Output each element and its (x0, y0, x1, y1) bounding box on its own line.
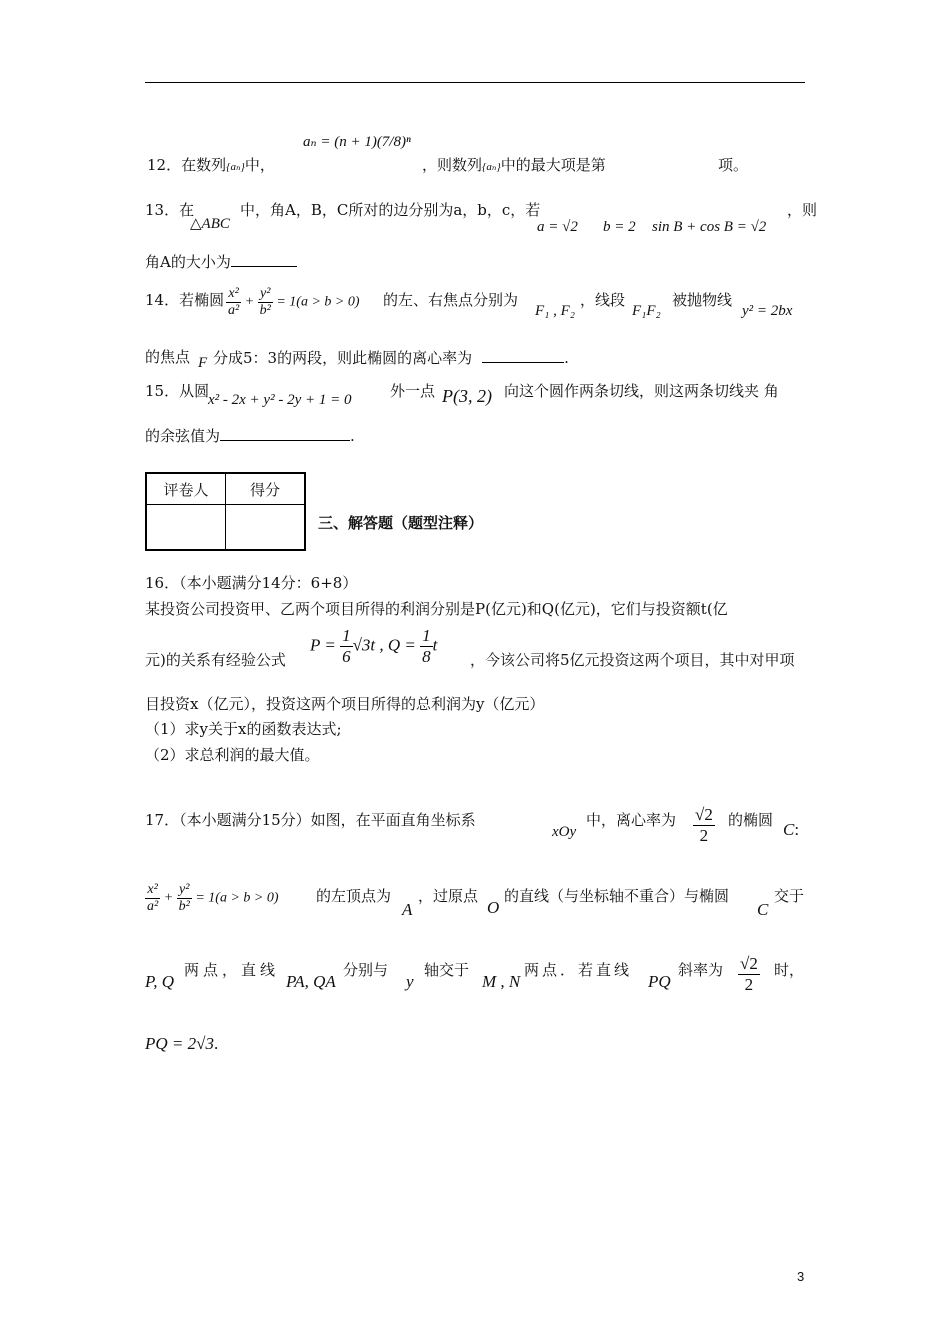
section-3-title: 三、解答题（题型注释） (318, 514, 484, 532)
q17-text9: 轴交于 (424, 961, 470, 979)
q17-ellipse: $\frac{\text{x²}}{\text{a²}}$ + $\frac{\text{y²}}{\text{b²}}$ = 1(a > b > 0) (147, 882, 279, 914)
q15-answer-blank (220, 428, 350, 441)
q17-ellipse-rhs: = 1(a > b > 0) (195, 890, 279, 906)
q17-ecc (693, 805, 715, 846)
q17-text8: 分别与 (343, 961, 389, 979)
q15-circle: x² - 2x + y² - 2y + 1 = 0 (208, 392, 352, 408)
q14-text2: ，线段 (580, 291, 626, 309)
q17-curve (783, 820, 799, 840)
q12-seq2: {aₙ} (482, 161, 501, 173)
q15-text1: 外一点 (390, 382, 436, 400)
q15-line2-end: . (350, 427, 355, 445)
q12-suffix: 中的最大项是第 (500, 156, 606, 174)
q17-ellipse-num2: y² (177, 882, 192, 899)
q17-text11: 斜率为 (678, 961, 724, 979)
q17-slope-den: 2 (744, 975, 754, 994)
q14-segment: F₁F₂ (632, 303, 661, 319)
q17-PQ2: PQ (648, 972, 671, 991)
q13-end: ，则 (787, 201, 818, 219)
q13-cond1: a = √2 (537, 219, 578, 235)
q17-last-eq: PQ = 2√3 (145, 1034, 214, 1053)
q17-colon: : (794, 820, 800, 839)
question-13 (145, 203, 194, 218)
q14-line2-end: . (564, 349, 569, 367)
q17-ellipse-den2: b² (178, 899, 190, 914)
q16-formula-p: P = (310, 635, 341, 655)
q15-text2: 向这个圆作两条切线，则这两条切线夹 角 (504, 382, 779, 400)
q17-PAQA: PA, QA (286, 972, 336, 991)
q15-line2-text: 的余弦值为 (145, 427, 221, 445)
question-14: 14．若椭圆 (145, 291, 225, 309)
q12-end: 项。 (718, 156, 749, 174)
q12-formula: aₙ = (n + 1)(7/8)ⁿ (303, 134, 411, 150)
q17-text1: 中，离心率为 (586, 811, 677, 829)
question-15: 15．从圆 (145, 382, 210, 400)
q14-answer-blank (482, 350, 564, 363)
q17-PQ: P, Q (145, 972, 174, 991)
q14-parabola: y² = 2bx (742, 303, 793, 319)
q16-frac1-den: 6 (342, 647, 351, 666)
grade-table-header-score: 得分 (226, 473, 306, 505)
q12-rest (422, 158, 606, 173)
q14-line2 (145, 350, 190, 365)
q17-y: y (406, 972, 414, 991)
question-12 (147, 158, 275, 173)
q12-prefix: 12．在数列 (147, 156, 227, 174)
q14-ellipse-num2: y² (258, 286, 273, 303)
q13-triangle: △ABC (190, 216, 230, 232)
q16-part1: （1）求y关于x的函数表达式; (145, 720, 342, 738)
q17-text6: 交于 (774, 887, 805, 905)
q14-text1: 的左、右焦点分别为 (383, 291, 519, 309)
q17-text7: 两点，直线 (184, 961, 280, 979)
q12-mid2: ，则数列 (422, 156, 483, 174)
q14-ellipse-den2: b² (259, 303, 271, 318)
q15-line2 (145, 428, 355, 444)
q17-text4: ，过原点 (418, 887, 479, 905)
q17-curve-c: C (783, 820, 795, 839)
q16-line1: 某投资公司投资甲、乙两个项目所得的利润分别是P(亿元)和Q(亿元)，它们与投资额t(亿 (145, 600, 728, 618)
q17-slope (738, 954, 760, 995)
q14-focus: F (198, 355, 208, 371)
q13-cond2: b = 2 (603, 219, 636, 235)
q16-frac2-num: 1 (422, 626, 431, 645)
grade-table-grader-cell[interactable] (146, 505, 226, 551)
q13-line2-text: 角A的大小为 (145, 253, 231, 271)
q17-last-end: . (213, 1034, 219, 1053)
q17-ecc-den: 2 (699, 826, 709, 845)
grade-table (145, 472, 306, 551)
q17-text3: 的左顶点为 (316, 887, 392, 905)
q17-slope-num: √2 (740, 954, 758, 973)
q14-ellipse-den1: a² (228, 303, 240, 318)
q16-line2a: 元)的关系有经验公式 (145, 651, 286, 669)
q14-foci: F₁ , F₂ (535, 303, 576, 319)
q14-ellipse: $\frac{\text{x²}}{\text{a²}}$ + $\frac{\text{y²}}{\text{b²}}$ = 1(a > b > 0) (228, 286, 360, 318)
q17-text12: 时， (774, 961, 805, 979)
q16-line3: 目投资x（亿元），投资这两个项目所得的总利润为y（亿元） (145, 695, 545, 713)
q17-MN: M , N (482, 972, 521, 991)
q17-xoy: xOy (552, 824, 577, 840)
q17-text2: 的椭圆 (728, 811, 774, 829)
q16-frac2-den: 8 (422, 647, 431, 666)
q12-seq: {aₙ} (226, 161, 245, 173)
q16-formula-q2: t (432, 635, 438, 655)
question-16-head: 16．（本小题满分14分：6+8） (145, 574, 358, 592)
q13-line2 (145, 254, 297, 270)
q16-formula (310, 626, 437, 667)
grade-table-score-cell[interactable] (226, 505, 306, 551)
q14-line2-b-wrap (213, 350, 569, 366)
q14-text3: 被抛物线 (672, 291, 733, 309)
q14-ellipse-rhs: = 1(a > b > 0) (276, 294, 360, 310)
q16-formula-p2: √3t , Q = (352, 635, 421, 655)
grade-table-header-grader: 评卷人 (146, 473, 226, 505)
q14-line2-a: 的焦点 (145, 348, 191, 366)
q16-line2b: ，今该公司将5亿元投资这两个项目，其中对甲项 (470, 651, 795, 669)
q13-answer-blank (231, 254, 297, 267)
q16-frac1-num: 1 (342, 626, 351, 645)
q14-line2-b: 分成5：3的两段，则此椭圆的离心率为 (213, 349, 473, 367)
q14-ellipse-num1: x² (226, 286, 241, 303)
q17-C2: C (757, 900, 769, 919)
q12-mid: 中， (244, 156, 275, 174)
page-number: 3 (797, 1269, 805, 1284)
q17-text5: 的直线（与坐标轴不重合）与椭圆 (504, 887, 730, 905)
question-17-head: 17．（本小题满分15分）如图，在平面直角坐标系 (145, 811, 476, 829)
q13-cond3: sin B + cos B = √2 (652, 219, 767, 235)
q17-O: O (487, 898, 500, 917)
header-rule (145, 82, 805, 83)
q17-ellipse-num1: x² (145, 882, 160, 899)
q17-last (145, 1034, 218, 1054)
q17-A: A (402, 900, 413, 919)
q13-prefix: 13．在 (145, 201, 195, 219)
q16-part2: （2）求总利润的最大值。 (145, 746, 320, 764)
q15-point: P(3, 2) (442, 386, 492, 406)
q17-ellipse-den1: a² (147, 899, 159, 914)
q17-text10: 两点．若直线 (524, 961, 633, 979)
q17-ecc-num: √2 (695, 805, 713, 824)
q13-text: 中，角A，B，C所对的边分别为a，b，c，若 (240, 201, 541, 219)
